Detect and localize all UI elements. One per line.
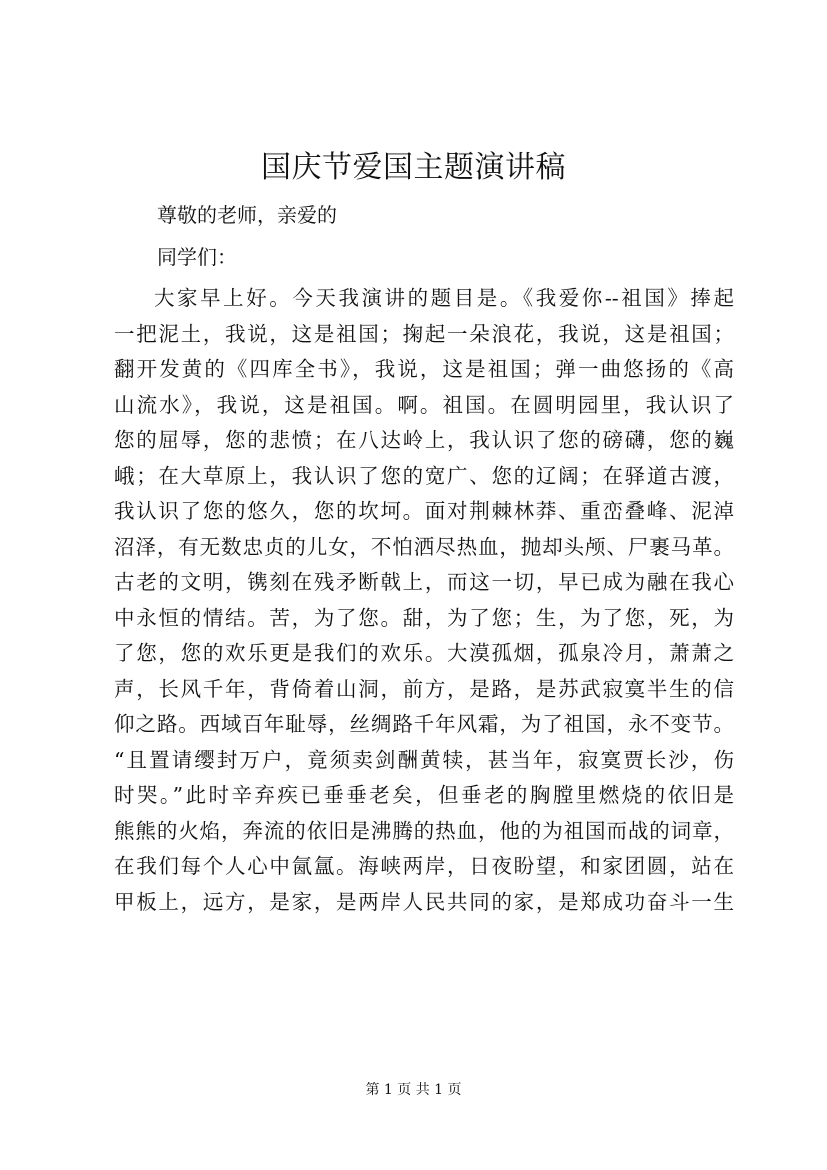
salutation-line-2: 同学们： (157, 245, 237, 269)
body-line: 您的屈辱，您的悲愤；在八达岭上，我认识了您的磅礴，您的巍 (114, 428, 734, 452)
body-line: 仰之路。西域百年耻辱，丝绸路千年风霜，为了祖国，永不变节。 (114, 712, 734, 736)
body-line: 山流水》，我说，这是祖国。啊。祖国。在圆明园里，我认识了 (114, 392, 734, 417)
body-line: 我认识了您的悠久，您的坎坷。面对荆棘林莽、重峦叠峰、泥淖 (114, 499, 734, 523)
salutation-line-1: 尊敬的老师，亲爱的 (157, 203, 337, 227)
document-title: 国庆节爱国主题演讲稿 (261, 150, 566, 185)
body-line: 翻开发黄的《四库全书》，我说，这是祖国；弹一曲悠扬的《高 (114, 357, 734, 381)
body-line: 一把泥土，我说，这是祖国；掬起一朵浪花，我说，这是祖国； (114, 321, 734, 346)
body-line: 中永恒的情结。苦，为了您。甜，为了您；生，为了您，死，为 (114, 605, 734, 630)
body-line: 熊熊的火焰，奔流的依旧是沸腾的热血，他的为祖国而战的词章， (114, 818, 734, 843)
body-line: 了您，您的欢乐更是我们的欢乐。大漠孤烟，孤泉冷月，萧萧之 (114, 641, 734, 665)
body-line: 时哭。”此时辛弃疾已垂垂老矣，但垂老的胸膛里燃烧的依旧是 (114, 783, 734, 807)
body-line: 在我们每个人心中氤氲。海峡两岸，日夜盼望，和家团圆，站在 (114, 854, 734, 878)
body-line: 古老的文明，镌刻在残矛断戟上，而这一切，早已成为融在我心 (114, 570, 734, 594)
body-line: 沼泽，有无数忠贞的儿女，不怕洒尽热血，抛却头颅、尸裹马革。 (114, 534, 734, 559)
body-line: 声，长风千年，背倚着山洞，前方，是路，是苏武寂寞半生的信 (114, 676, 734, 701)
body-line: 峨；在大草原上，我认识了您的宽广、您的辽阔；在驿道古渡， (114, 463, 734, 488)
body-line: “且置请缨封万户，竟须卖剑酬黄犊，甚当年，寂寞贾长沙，伤 (114, 747, 734, 772)
speech-body (114, 281, 734, 920)
body-line: 甲板上，远方，是家，是两岸人民共同的家，是郑成功奋斗一生 (114, 889, 734, 914)
body-line: 大家早上好。今天我演讲的题目是。《我爱你--祖国》捧起 (154, 286, 734, 310)
page-footer: 第 1 页 共 1 页 (365, 1082, 462, 1098)
